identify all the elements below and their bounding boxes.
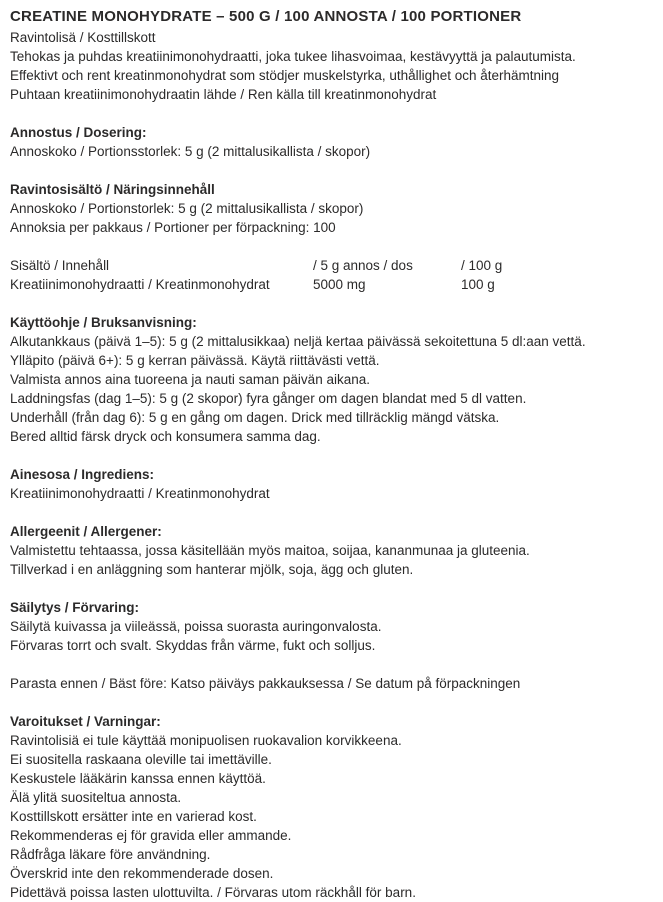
warning-doctor-sv: Rådfråga läkare före användning. <box>10 847 211 862</box>
nutrition-serving-line: Annoskoko / Portionstorlek: 5 g (2 mittalusikallista / skopor) <box>10 201 364 216</box>
nutrition-servings-per-pack-line: Annoksia per pakkaus / Portioner per förpackning: 100 <box>10 220 336 235</box>
ingredients-section <box>10 465 655 503</box>
usage-freshness-sv: Bered alltid färsk dryck och konsumera samma dag. <box>10 429 321 444</box>
usage-heading: Käyttöohje / Bruksanvisning: <box>10 315 197 330</box>
usage-freshness-fi: Valmista annos aina tuoreena ja nauti saman päivän aikana. <box>10 372 370 387</box>
product-category-line: Ravintolisä / Kosttillskott <box>10 30 156 45</box>
allergens-section <box>10 522 655 579</box>
product-description-sv: Effektivt och rent kreatinmonohydrat som stödjer muskelstyrka, uthållighet och återhämtning <box>10 68 560 83</box>
storage-section <box>10 598 655 655</box>
product-title: CREATINE MONOHYDRATE – 500 G / 100 ANNOSTA / 100 PORTIONER <box>10 8 522 25</box>
storage-line-fi: Säilytä kuivassa ja viileässä, poissa suorasta auringonvalosta. <box>10 619 382 634</box>
nutrition-table <box>10 256 655 294</box>
ingredients-heading: Ainesosa / Ingrediens: <box>10 467 155 482</box>
usage-maintenance-sv: Underhåll (från dag 6): 5 g en gång om dagen. Drick med tillräcklig mängd vätska. <box>10 410 500 425</box>
usage-loading-fi: Alkutankkaus (päivä 1–5): 5 g (2 mittalusikkaa) neljä kertaa päivässä sekoitettuna 5 dl:aan vettä. <box>10 334 586 349</box>
best-before-line: Parasta ennen / Bäst före: Katso päiväys pakkauksessa / Se datum på förpackningen <box>10 676 521 691</box>
allergens-line-sv: Tillverkad i en anläggning som hanterar mjölk, soja, ägg och gluten. <box>10 562 414 577</box>
nutrition-table-row-per-serving-value: 5000 mg <box>313 277 366 292</box>
nutrition-heading: Ravintosisältö / Näringsinnehåll <box>10 182 215 197</box>
dosing-line: Annoskoko / Portionsstorlek: 5 g (2 mittalusikallista / skopor) <box>10 144 371 159</box>
best-before-section <box>10 674 655 693</box>
warning-pregnancy-fi: Ei suositella raskaana oleville tai imettäville. <box>10 752 272 767</box>
nutrition-table-row-per-100g-value: 100 g <box>461 277 495 292</box>
usage-section <box>10 313 655 446</box>
nutrition-section <box>10 180 655 237</box>
warning-food-replacement-sv: Kosttillskott ersätter inte en varierad kost. <box>10 809 257 824</box>
product-source-line: Puhtaan kreatiinimonohydraatin lähde / Ren källa till kreatinmonohydrat <box>10 87 437 102</box>
product-description-fi: Tehokas ja puhdas kreatiinimonohydraatti, joka tukee lihasvoimaa, kestävyyttä ja palautumista. <box>10 49 576 64</box>
warning-pregnancy-sv: Rekommenderas ej för gravida eller ammande. <box>10 828 292 843</box>
dosing-heading: Annostus / Dosering: <box>10 125 147 140</box>
warning-food-replacement-fi: Ravintolisiä ei tule käyttää monipuolisen ruokavalion korvikkeena. <box>10 733 402 748</box>
nutrition-table-header-per-100g: / 100 g <box>461 258 503 273</box>
allergens-line-fi: Valmistettu tehtaassa, jossa käsitellään myös maitoa, soijaa, kananmunaa ja gluteenia. <box>10 543 530 558</box>
usage-loading-sv: Laddningsfas (dag 1–5): 5 g (2 skopor) fyra gånger om dagen blandat med 5 dl vatten. <box>10 391 527 406</box>
nutrition-table-header-per-serving: / 5 g annos / dos <box>313 258 413 273</box>
warning-dose-sv: Överskrid inte den rekommenderade dosen. <box>10 866 274 881</box>
nutrition-table-header-content: Sisältö / Innehåll <box>10 258 110 273</box>
storage-line-sv: Förvaras torrt och svalt. Skyddas från värme, fukt och solljus. <box>10 638 376 653</box>
allergens-heading: Allergeenit / Allergener: <box>10 524 162 539</box>
ingredients-line: Kreatiinimonohydraatti / Kreatinmonohydrat <box>10 486 270 501</box>
warnings-heading: Varoitukset / Varningar: <box>10 714 161 729</box>
usage-maintenance-fi: Ylläpito (päivä 6+): 5 g kerran päivässä. Käytä riittävästi vettä. <box>10 353 380 368</box>
warning-dose-fi: Älä ylitä suositeltua annosta. <box>10 790 182 805</box>
warning-children: Pidettävä poissa lasten ulottuvilta. / Förvaras utom räckhåll för barn. <box>10 885 416 900</box>
nutrition-table-row-name: Kreatiinimonohydraatti / Kreatinmonohydrat <box>10 277 270 292</box>
dosing-section <box>10 123 655 161</box>
storage-heading: Säilytys / Förvaring: <box>10 600 140 615</box>
warnings-section <box>10 712 655 902</box>
warning-doctor-fi: Keskustele lääkärin kanssa ennen käyttöä. <box>10 771 266 786</box>
